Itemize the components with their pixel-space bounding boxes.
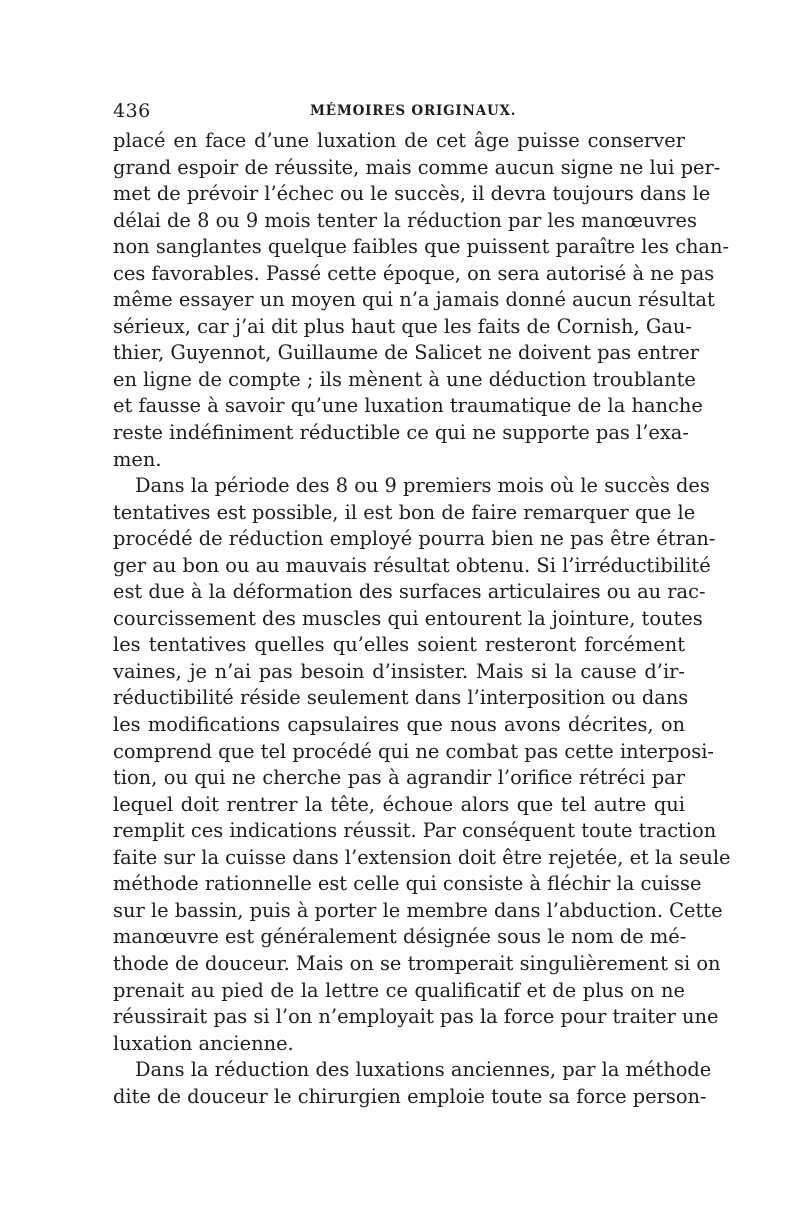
text-line: Dans la période des 8 ou 9 premiers mois où le succès des	[135, 474, 710, 498]
text-line: réussirait pas si l’on n’employait pas la force pour traiter une	[113, 1005, 719, 1029]
text-line: ces favorables. Passé cette époque, on sera autorisé à ne pas	[113, 261, 715, 285]
running-head	[113, 96, 685, 126]
text-line: faite sur la cuisse dans l’extension doit être rejetée, et la seule	[113, 845, 731, 869]
text-line: sur le bassin, puis à porter le membre dans l’abduction. Cette	[113, 898, 723, 922]
text-line: tion, ou qui ne cherche pas à agrandir l’orifice rétréci par	[113, 766, 685, 790]
text-line: thode de douceur. Mais on se tromperait singulièrement si on	[113, 951, 721, 975]
text-line: les tentatives quelles qu’elles soient resteront forcément	[113, 633, 685, 657]
text-line: les modifications capsulaires que nous avons décrites, on	[113, 713, 685, 737]
text-line: est due à la déformation des surfaces articulaires ou au rac-	[113, 580, 706, 604]
paragraph	[113, 128, 730, 473]
text-line: méthode rationnelle est celle qui consiste à fléchir la cuisse	[113, 872, 702, 896]
text-line: comprend que tel procédé qui ne combat pas cette interposi-	[113, 739, 714, 763]
text-line: courcissement des muscles qui entourent la jointure, toutes	[113, 606, 703, 630]
body-text	[113, 128, 731, 1110]
text-line: ger au bon ou au mauvais résultat obtenu. Si l’irréductibilité	[113, 553, 711, 577]
text-line: luxation ancienne.	[113, 1031, 294, 1055]
text-line: vaines, je n’ai pas besoin d’insister. Mais si la cause d’ir-	[113, 659, 685, 683]
text-line: grand espoir de réussite, mais comme aucun signe ne lui per-	[113, 155, 721, 179]
paragraph	[113, 1057, 712, 1110]
text-line: même essayer un moyen qui n’a jamais donné aucun résultat	[113, 288, 715, 312]
text-line: délai de 8 ou 9 mois tenter la réduction par les manœuvres	[113, 208, 697, 232]
page-number: 436	[113, 100, 151, 122]
text-line: sérieux, car j’ai dit plus haut que les faits de Cornish, Gau-	[113, 314, 692, 338]
text-line: réductibilité réside seulement dans l’interposition ou dans	[113, 686, 689, 710]
text-line: placé en face d’une luxation de cet âge puisse conserver	[113, 129, 685, 152]
text-line: tentatives est possible, il est bon de faire remarquer que le	[113, 500, 696, 524]
text-line: men.	[113, 447, 162, 471]
running-title: MÉMOIRES ORIGINAUX.	[310, 103, 517, 119]
text-line: remplit ces indications réussit. Par conséquent toute traction	[113, 819, 717, 843]
paragraph	[113, 473, 731, 1057]
text-line: prenait au pied de la lettre ce qualificatif et de plus on ne	[113, 978, 685, 1002]
text-line: Dans la réduction des luxations anciennes, par la méthode	[135, 1058, 712, 1082]
text-line: procédé de réduction employé pourra bien ne pas être étran-	[113, 527, 716, 551]
text-line: thier, Guyennot, Guillaume de Salicet ne doivent pas entrer	[113, 341, 699, 365]
text-line: en ligne de compte ; ils mènent à une déduction troublante	[113, 367, 696, 391]
text-line: et fausse à savoir qu’une luxation traumatique de la hanche	[113, 394, 703, 418]
text-line: dite de douceur le chirurgien emploie toute sa force person-	[113, 1084, 707, 1108]
text-line: met de prévoir l’échec ou le succès, il devra toujours dans le	[113, 182, 711, 206]
text-line: non sanglantes quelque faibles que puissent paraître les chan-	[113, 235, 730, 259]
text-line: manœuvre est généralement désignée sous le nom de mé-	[113, 925, 687, 949]
text-line: lequel doit rentrer la tête, échoue alors que tel autre qui	[113, 792, 685, 816]
text-line: reste indéfiniment réductible ce qui ne supporte pas l’exa-	[113, 421, 689, 445]
